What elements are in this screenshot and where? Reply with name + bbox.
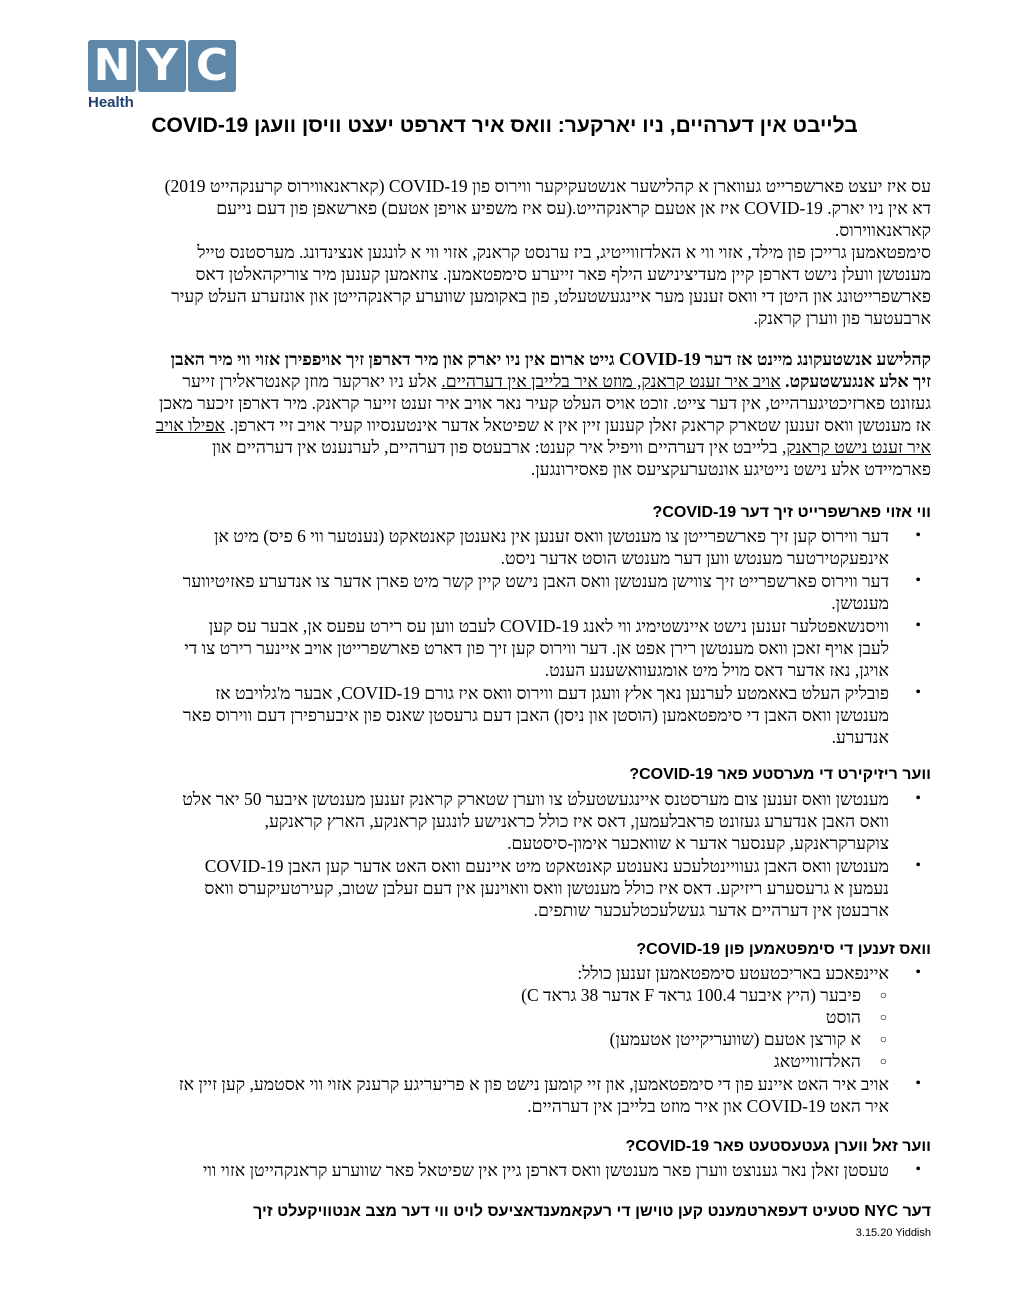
stay-home-bold-line: קהלישע אנשטעקונג מיינט אז דער COVID-19 גייט ארום אין ניו יארק און מיר דארפן זיך אויפפירן אזוי ווי מיר האבן	[170, 349, 931, 369]
intro-line: מענטשן וועלן נישט דארפן קיין מעדיצינישע הילף פאר זייערע סימפטאמען. צוזאמען קענען מיר צוריקהאלטן דאס	[195, 264, 931, 284]
stay-home-underline: אויב איר זענט קראנק, מוזט איר בלייבן אין דערהיים.	[441, 371, 781, 391]
list-item	[100, 525, 889, 569]
bullet-line: וואס האבן אנדערע געזונט פראבלעמען, דאס איז כולל כראנישע לונגען קראנקע, הארץ קראנקע,	[264, 811, 889, 831]
bullet-line: • אויב איר האט איינע פון די סימפטאמען, און זיי קומען נישט פון א פריעריגע קרענק אזוי ווי אסטמע, קען זיין אז	[178, 1074, 889, 1094]
bullet-line: אנדערע.	[831, 727, 889, 747]
intro-line: סימפטאמען גרייכן פון מילד, אזוי ווי א האלדזווייטיג, ביז ערנסט קראנק, אזוי ווי א לונגען אנצינדונג. מערסטנס טייל	[197, 242, 931, 262]
intro-line: קאראנאווירוס.	[834, 220, 931, 240]
stay-home-text: אלע ניו יארקער מוזן קאנטראלירן זייער	[182, 371, 438, 391]
bullet-line: צוקערקראנקע, קענסער אדער א שוואכער אימון-סיסטעם.	[507, 833, 889, 853]
list-item	[100, 682, 889, 748]
footer-note: דער NYC סטעיט דעפארטמענט קען טוישן די רעקאמענדאציעס לויט ווי דער מצב אנטוויקעלט זיך	[253, 1203, 931, 1220]
stay-home-line: געזונט פארזיכטיגערהייט, אין דער צייט. זוכט אויס העלט קעיר נאר אויב איר זענט זייער קראנק. מיר דארפן זיכער מאכן	[159, 393, 931, 413]
list-item	[100, 615, 889, 681]
list-item	[100, 855, 889, 921]
logo-letter-y: Y	[138, 40, 186, 92]
bullet-line: • מענטשן וואס האבן געוויינטלעכע נאענטע קאנטאקט מיט איינעם וואס האט אדער קען האבן COVID-19	[204, 856, 889, 876]
logo-letter-n: N	[88, 40, 136, 92]
stay-home-paragraph	[100, 348, 931, 480]
list-item	[100, 570, 889, 614]
symptoms-bullets	[100, 962, 931, 1117]
stay-home-line	[100, 414, 931, 436]
list-item	[100, 962, 889, 1072]
bullet-line: • דער ווירוס פארשפרייט זיך צווישן מענטשן וואס האבן נישט קיין קשר מיט פארן אדער צו אנדערע פאזיטיווער	[182, 571, 889, 591]
sub-list-item: ○ הוסט	[100, 1006, 861, 1028]
bullet-line: • וויסנשאפטלער זענען נישט איינשטימיג ווי לאנג COVID-19 לעבט ווען עס רירט עפעס אן, אבער עס קען	[208, 616, 889, 636]
spread-section	[100, 525, 931, 749]
sub-list-item: ○ פיבער (היץ איבער 100.4 גראד F אדער 38 גראד C)	[100, 984, 861, 1006]
testing-bullets	[100, 1159, 931, 1181]
document-code: 3.15.20 Yiddish	[855, 1227, 931, 1239]
bullet-line: מענטשן.	[831, 593, 889, 613]
page-title: בלייבט אין דערהיים, ניו יארקער: וואס איר דארפט יעצט וויסן וועגן COVID-19	[151, 114, 858, 137]
bullet-line: נעמען א גרעסערע ריזיקע. דאס איז כולל מענטשן וואס וואוינען אין דעם זעלבן שטוב, קעירטעיקערס וואס	[204, 878, 889, 898]
intro-paragraph	[100, 175, 931, 329]
bullet-line: לעבן אויף זאכן וואס מענטשן רירן אפט אן. דער ווירוס קען זיך פון דארט פארשפרייטן אויב איינער רירט צו די	[184, 638, 889, 658]
stay-home-line	[100, 370, 931, 392]
logo-letter-c: C	[188, 40, 236, 92]
risk-bullets	[100, 788, 931, 921]
intro-line: ארבעטער פון ווערן קראנק.	[753, 308, 931, 328]
risk-section	[100, 788, 931, 922]
bullet-line: • דער ווירוס קען זיך פארשפרייטן צו מענטשן וואס זענען אין נאענטן קאנטאקט (נענטער ווי 6 פיס) מיט אן	[213, 526, 889, 546]
stay-home-text: אז מענטשן וואס זענען שטארק קראנק זאלן קענען זיין אין א שפיטאל אדער אינטענסיוו קעיר אויב זיי דארפן.	[229, 415, 931, 435]
intro-line: פארשפרייטונג און היטן די וואס זענען מער איינגעשטעלט, פון באקומען שווערע קראנקהייטן און אונזערע העלט קעיר	[171, 286, 931, 306]
stay-home-text: בלייבט אין דערהיים וויפיל איר קענט: ארבעטס פון דערהיים, לערנענט אין דערהיים און	[211, 437, 778, 457]
stay-home-line	[100, 436, 931, 458]
nyc-health-logo	[88, 40, 238, 112]
list-item	[100, 788, 889, 854]
bullet-line: • טעסטן זאלן נאר גענוצט ווערן פאר מענטשן וואס דארפן גיין אין שפיטאל פאר שווערע קראנקהייטן אזוי ווי	[202, 1160, 889, 1180]
section-heading-symptoms: וואס זענען די סימפטאמען פון COVID-19?	[636, 941, 931, 958]
bullet-line: מענטשן וואס האבן די סימפטאמען (הוסטן און ניסן) האבן דעם גרעסטן שאנס פון איבערפירן דעם ווירוס פאר	[182, 705, 889, 725]
section-heading-spread: ווי אזוי פארשפרייט זיך דער COVID-19?	[652, 504, 931, 521]
bullet-line: אינפעקטירטער מענטש ווען דער מענטש הוסט אדער ניסט.	[500, 548, 889, 568]
list-item	[100, 1073, 889, 1117]
stay-home-line: פארמיידט אלע נישט נייטיגע אונטערעקציעס און פאסירונגען.	[530, 459, 931, 479]
sub-list-item: ○ האלדזווייטאג	[100, 1050, 861, 1072]
stay-home-underline: אפילו אויב	[155, 415, 226, 435]
sub-list-item: ○ א קורצן אטעם (שוועריקייטן אטעמען)	[100, 1028, 861, 1050]
bullet-line: • פובליק העלט באאמטע לערנען נאך אלץ וועגן דעם ווירוס וואס איז גורם COVID-19, אבער מ'גלויבט אז	[215, 683, 889, 703]
nyc-logo-letters	[88, 40, 238, 92]
symptoms-section	[100, 962, 931, 1118]
bullet-line: איר האט COVID-19 און איר מוזט בלייבן אין דערהיים.	[527, 1096, 889, 1116]
bullet-line: ארבעטן אין דערהיים אדער געשלעכטלעכער שותפים.	[533, 900, 889, 920]
intro-line: דא אין ניו יארק. COVID-19 איז אן אטעם קראנקהייט.(עס איז משפיע אויפן אטעם) פארשאפן פון דעם נייעם	[216, 198, 931, 218]
intro-line: עס איז יעצט פארשפרייט געווארן א קהלישער אנשטעקיקער ווירוס פון COVID-19 (קאראנאווירוס קרענקהייט 2019)	[164, 176, 931, 196]
stay-home-underline: איר זענט נישט קראנק,	[782, 437, 931, 457]
symptom-sublist	[100, 984, 889, 1072]
section-heading-testing: ווער זאל ווערן געטעסטעט פאר COVID-19?	[625, 1138, 931, 1155]
bullet-line: • איינפאכע באריכטעטע סימפטאמען זענען כולל:	[577, 963, 889, 983]
bullet-line: • מענטשן וואס זענען צום מערסטנס איינגעשטעלט צו ווערן שטארק קראנק זענען מענטשן איבער 50 יאר אלט	[182, 789, 889, 809]
spread-bullets	[100, 525, 931, 748]
testing-section	[100, 1159, 931, 1182]
bullet-line: אויגן, נאז אדער דאס מויל מיט אומגעוואשענע הענט.	[544, 660, 889, 680]
stay-home-bold-line: זיך אלע אנגעשטעקט.	[785, 371, 931, 391]
section-heading-risk: ווער ריזיקירט די מערסטע פאר COVID-19?	[629, 766, 931, 783]
list-item	[100, 1159, 889, 1181]
logo-subtitle: Health	[88, 94, 134, 111]
